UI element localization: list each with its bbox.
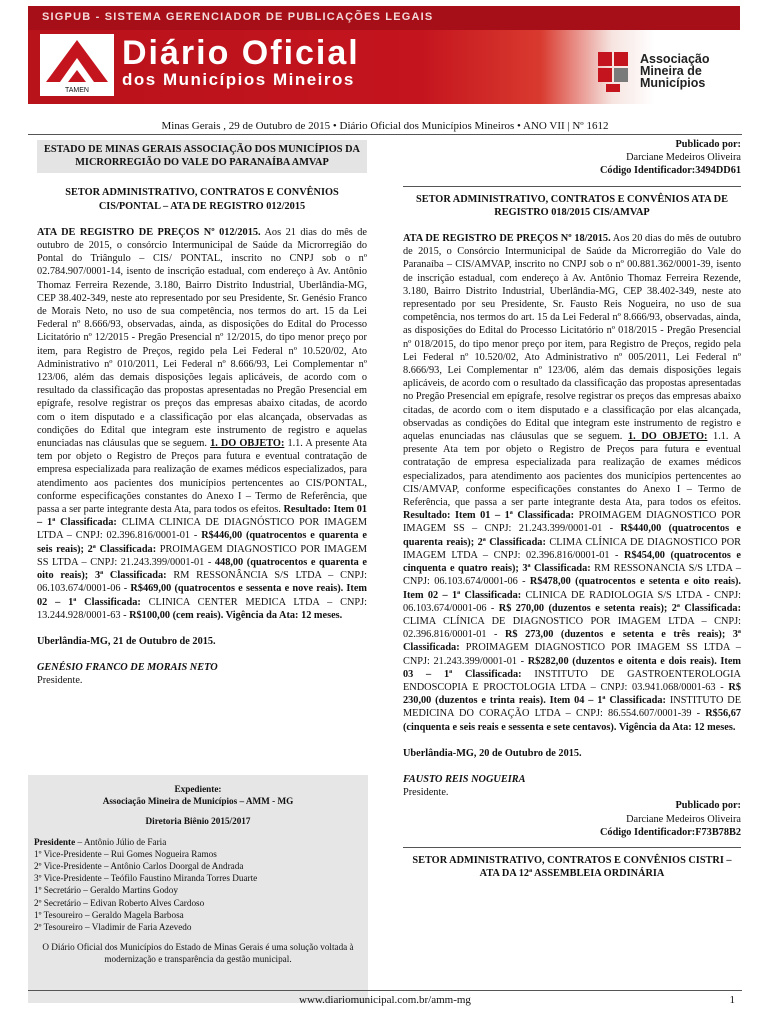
left-date: Uberlândia-MG, 21 de Outubro de 2015.	[37, 635, 216, 647]
amm-logo-text	[640, 53, 709, 89]
amm-line-1: Associação	[640, 52, 710, 66]
member-role: Presidente	[34, 836, 76, 847]
page-number: 1	[729, 994, 735, 1006]
right-divider-2	[403, 847, 741, 848]
right-result-text-4: CLINICA DE RADIOLOGIA S/S LTDA - CNPJ: 06.103.674/0001-06 -	[403, 589, 741, 614]
right-published2-name: Darciane Medeiros Oliveira	[626, 813, 741, 825]
right-signer-role: Presidente.	[403, 787, 449, 799]
right-result-value-4: R$ 270,00 (duzentos e setenta reais); 2ª Classificada:	[498, 602, 742, 614]
member-line	[34, 836, 362, 848]
member-line: 3º Vice-Presidente – Teófilo Faustino Miranda Torres Duarte	[34, 873, 258, 884]
right-result-value-2: R$454,00 (quatrocentos e cinquenta e quatro reais); 3ª Classificada:	[403, 549, 741, 575]
left-objeto-body: 1.1. A presente Ata tem por objeto o Registro de Preços para futura e eventual contratação de empresa especializada para realização de exames médicos especializados, para atendimento aos pacientes dos municípios pertencentes ao CIS/PONTAL, conforme especificações constantes do Anexo I – Termo de Referência, que passa a ser parte integrante desta Ata, para todos os efeitos.	[37, 438, 367, 516]
member-line: 2º Vice-Presidente – Antônio Carlos Doorgal de Andrada	[34, 861, 244, 872]
right-published-code: Código Identificador:3494DD61	[599, 165, 741, 177]
publication-title: Diário Oficial	[122, 34, 360, 72]
member-line: 1º Vice-Presidente – Rui Gomes Nogueira Ramos	[34, 848, 217, 859]
right-result-value-7: R$ 230,00 (duzentos e trinta reais). Item 04 – 1ª Classificada:	[403, 681, 741, 707]
right-objeto-body: 1.1. A presente Ata tem por objeto o Registro de Preços para futura e eventual contratação de empresa especializada para realização de exames médicos especializados, para atendimento aos pacientes dos municípios pertencentes ao CIS/AMVAP, conforme especificações constantes do Anexo I – Termo de Referência, que passa a ser parte integrante desta Ata, para todos os efeitos.	[403, 431, 741, 509]
right-result-text-8: INSTITUTO DE MEDICINA DO CORAÇÃO LTDA – CNPJ: 86.554.607/0001-39 -	[403, 695, 741, 720]
right-ata-paragraph	[403, 232, 741, 734]
left-signer-name: GENÉSIO FRANCO DE MORAIS NETO	[37, 662, 218, 674]
masthead-banner	[0, 0, 770, 112]
right-result-value-6: R$282,00 (duzentos e oitenta e dois reais). Item 03 – 1ª Classificada:	[403, 655, 741, 680]
right-published2-label: Publicado por:	[675, 800, 741, 812]
right-result-text-6: PROIMAGEM DIAGNOSTICO POR IMAGEM SS LTDA – CNPJ: 21.243.399/0001-01 -	[403, 642, 741, 667]
right-result-text-1: PROIMAGEM DIAGNOSTICO POR IMAGEM SS – CNPJ: 21.243.399/0001-01 -	[403, 510, 741, 535]
member-name: – Antônio Júlio de Faria	[75, 836, 167, 847]
right-published-name: Darciane Medeiros Oliveira	[626, 152, 741, 164]
left-column	[37, 140, 367, 688]
right-result-value-3: R$478,00 (quatrocentos e setenta e oito reais). Item 02 – 1ª Classificada:	[403, 576, 741, 601]
right-published2-code: Código Identificador:F73B78B2	[599, 826, 741, 838]
left-result-value-1: R$446,00 (quatrocentos e quarenta e seis reais); 2ª Classificada:	[37, 530, 367, 555]
right-result-text-7: INSTITUTO DE GASTROENTEROLOGIA ENDOSCOPIA E PROCTOLOGIA LTDA – CNPJ: 03.941.068/0001-63 -	[403, 668, 741, 693]
left-result-value-4: R$100,00 (cem reais). Vigência da Ata: 12 meses.	[129, 609, 343, 621]
left-result-text-3: RM RESSONÂNCIA S/S LTDA – CNPJ: 06.103.674/0001-06 -	[37, 570, 367, 595]
right-divider-1	[403, 186, 741, 187]
expediente-org: Associação Mineira de Municípios – AMM - MG	[102, 796, 294, 807]
right-result-text-2: CLIMA CLÍNICA DE DIAGNOSTICO POR IMAGEM LTDA – CNPJ: 02.396.816/0001-01 -	[403, 536, 742, 561]
right-section2-title: SETOR ADMINISTRATIVO, CONTRATOS E CONVÊNIOS CISTRI – ATA DA 12ª ASSEMBLEIA ORDINÁRIA	[412, 854, 732, 880]
left-header-box: ESTADO DE MINAS GERAIS ASSOCIAÇÃO DOS MUNICÍPIOS DA MICRORREGIÃO DO VALE DO PARANAÍBA AMVAP	[37, 140, 367, 173]
left-result-text-2: PROIMAGEM DIAGNOSTICO POR IMAGEM SS LTDA – CNPJ: 21.243.399/0001-01 -	[37, 543, 367, 568]
right-result-heading: Resultado: Item 01 – 1ª Classificada:	[403, 510, 575, 522]
expediente-box	[28, 775, 368, 1003]
right-ata-title: ATA DE REGISTRO DE PREÇOS Nº 18/2015.	[403, 233, 611, 245]
right-ata-body: Aos 20 dias do mês de outubro de 2015, o Consórcio Intermunicipal de Saúde da Microrregião do Vale do Paranaíba – CIS/AMVAP, inscrito no CNPJ sob o nº 00.881.362/0001-39, isento de inscrição estadual, com endereço à Av. Antônio Thomaz Ferreira Rezende, 3.180, Bairro Distrito Industrial, Uberlândia-MG, CEP 38.402-349, neste ato representado por seu Presidente, Sr. Fausto Reis Nogueira, no uso de sua competência, nos termos do art. 15 da Lei Federal nº 8.666/93, observadas, ainda, as disposições do Edital do Processo Licitatório nº 018/2015 - Pregão Presencial nº 018/2015, do tipo menor preço por item, para Registro de Preços, regido pela Lei Federal nº 10.520/02, Ato Administrativo nº 005/2011, Lei Federal nº 8.666/93, Lei Complementar nº 123/06, além das demais disposições legais aplicáveis, de acordo com o resultado da classificação das propostas apresentadas no Pregão Presencial em epígrafe, resolve registrar os preços das empresas abaixo citadas, de acordo com o item disputado e a classificação por elas alcançada, observadas as condições do Edital que integram este instrumento de registro e aquelas enunciadas nas cláusulas que se seguem.	[403, 233, 741, 443]
footer-divider	[28, 990, 742, 991]
right-objeto-heading: 1. DO OBJETO:	[627, 431, 708, 443]
right-column	[403, 138, 741, 880]
left-signer-role: Presidente.	[37, 675, 83, 687]
amm-line-2: Mineira de	[640, 64, 702, 78]
right-result-text-5: CLIMA CLÍNICA DE DIAGNOSTICO POR IMAGEM LTDA – CNPJ: 02.396.816/0001-01 -	[403, 615, 741, 641]
left-ata-paragraph	[37, 226, 367, 622]
publication-subtitle: dos Municípios Mineiros	[122, 70, 355, 89]
left-section-title: SETOR ADMINISTRATIVO, CONTRATOS E CONVÊNIOS CIS/PONTAL – ATA DE REGISTRO 012/2015	[65, 187, 339, 212]
member-line: 2º Tesoureiro – Vladimir de Faria Azevedo	[34, 922, 192, 933]
left-result-value-2: 448,00 (quatrocentos e quarenta e oito reais); 3ª Classificada:	[37, 556, 367, 582]
right-result-value-8: R$56,67 (cinquenta e seis reais e sessenta e sete centavos). Vigência da Ata: 12 meses.	[403, 708, 741, 733]
left-ata-title: ATA DE REGISTRO DE PREÇOS Nº 012/2015.	[37, 226, 261, 238]
right-signer-name: FAUSTO REIS NOGUEIRA	[403, 773, 526, 785]
left-result-text-4: CLINICA CENTER MEDICA LTDA – CNPJ: 13.244.928/0001-63 -	[37, 596, 367, 621]
left-result-heading: Resultado: Item 01 – 1ª Classificada:	[37, 504, 367, 529]
header-divider	[28, 134, 742, 135]
right-published-label: Publicado por:	[675, 139, 741, 150]
left-result-text-1: CLIMA CLINICA DE DIAGNÓSTICO POR IMAGEM LTDA – CNPJ: 02.396.816/0001-01 -	[37, 517, 367, 542]
member-line: 2º Secretário – Edivan Roberto Alves Cardoso	[34, 897, 205, 908]
directory-title: Diretoria Biênio 2015/2017	[145, 816, 251, 827]
right-result-value-1: R$440,00 (quatrocentos e quarenta reais); 2ª Classificada:	[403, 523, 741, 548]
left-objeto-heading: 1. DO OBJETO:	[210, 438, 285, 450]
amm-line-3: Municípios	[640, 76, 706, 90]
right-section-title: SETOR ADMINISTRATIVO, CONTRATOS E CONVÊNIOS ATA DE REGISTRO 018/2015 CIS/AMVAP	[416, 193, 728, 218]
member-line: 1º Tesoureiro – Geraldo Magela Barbosa	[34, 909, 184, 920]
expediente-label: Expediente:	[174, 784, 222, 794]
svg-text:TAMEN: TAMEN	[65, 87, 89, 94]
expediente-note: O Diário Oficial dos Municípios do Estado de Minas Gerais é uma solução voltada à modernização e transparência da gestão municipal.	[42, 942, 354, 965]
dateline: Minas Gerais , 29 de Outubro de 2015 • Diário Oficial dos Municípios Mineiros • ANO VII | Nº 1612	[161, 120, 609, 132]
left-result-value-3: R$469,00 (quatrocentos e sessenta e nove reais). Item 02 – 1ª Classificada:	[37, 583, 368, 608]
member-line: 1º Secretário – Geraldo Martins Godoy	[34, 885, 178, 896]
footer-url: www.diariomunicipal.com.br/amm-mg	[299, 994, 471, 1006]
right-result-text-3: RM RESSONANCIA S/S LTDA – CNPJ: 06.103.674/0001-06 -	[403, 563, 741, 588]
left-ata-body: Aos 21 dias do mês de outubro de 2015, o consórcio Intermunicipal de Saúde da Microrregião do Pontal do Triângulo – CIS/ PONTAL, inscrito no CNPJ sob o nº 02.784.907/0001-14, isento de inscrição estadual, com endereço à Av. Antônio Thomaz Ferreira Rezende, 3.180, Bairro Distrito Industrial, Uberlândia-MG, CEP 38.402-349, neste ato representado por seu Presidente, Sr. Genésio Franco de Morais Neto, no uso de sua competência, nos termos do art. 15 da Lei Federal nº 8.666/93, observadas, ainda, as disposições do Edital do Processo Licitatório nº 12/2015 - Pregão Presencial nº 12/2015, do tipo menor preço por item, para Registro de Preços, regido pela Lei Federal nº 10.520/02, Ato Administrativo nº 010/2011, Lei Federal nº 8.666/93, Lei Complementar nº 123/06, além das demais disposições legais aplicáveis, de acordo com o resultado da classificação das propostas apresentadas no Pregão Presencial em epígrafe, resolve registrar os preços das empresas abaixo citadas, de acordo com o item disputado e a classificação por elas alcançada, observadas as condições do Edital que integram este instrumento de registro e aquelas enunciadas nas cláusulas que se seguem.	[37, 226, 367, 450]
right-date: Uberlândia-MG, 20 de Outubro de 2015.	[403, 747, 582, 759]
minas-gerais-seal-icon	[40, 34, 114, 96]
sigpub-label: SIGPUB - SISTEMA GERENCIADOR DE PUBLICAÇÕES LEGAIS	[42, 11, 434, 23]
right-result-value-5: R$ 273,00 (duzentos e setenta e três reais); 3ª Classificada:	[403, 629, 741, 654]
